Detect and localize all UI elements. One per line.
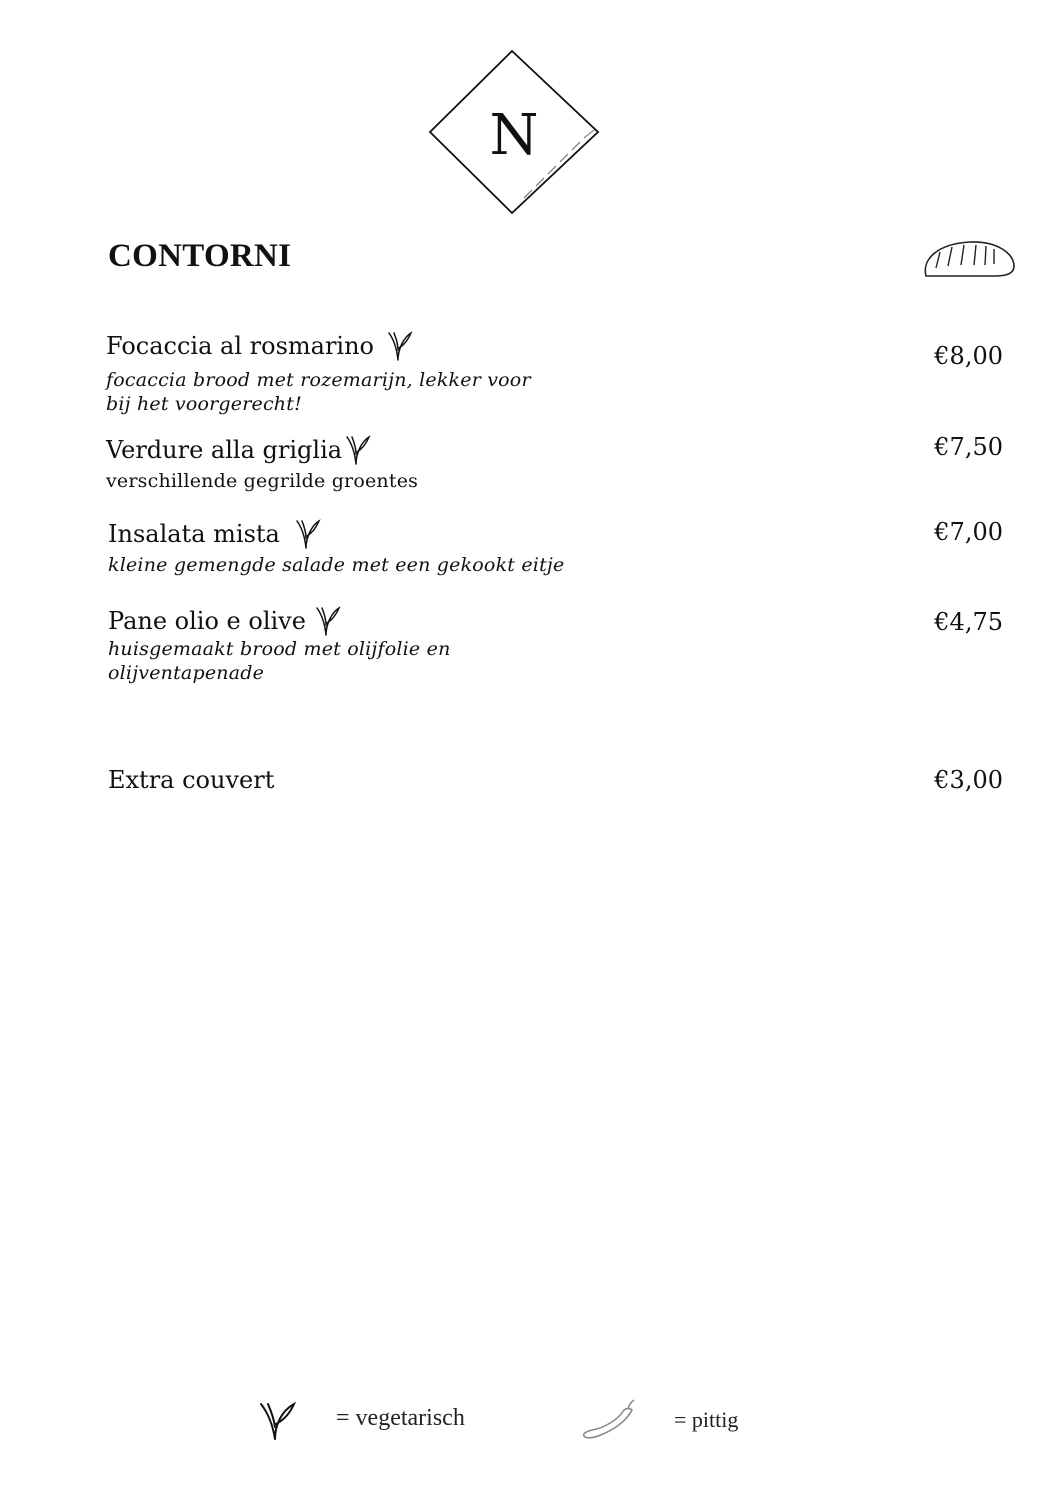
logo-letter: N bbox=[489, 103, 539, 168]
chili-icon bbox=[580, 1398, 642, 1442]
leaf-icon bbox=[294, 518, 322, 550]
menu-item-price: €4,75 bbox=[934, 608, 1003, 636]
section-title: CONTORNI bbox=[108, 238, 292, 274]
item-title: Pane olio e olive bbox=[108, 607, 306, 635]
description-line: verschillende gegrilde groentes bbox=[106, 470, 419, 492]
description-line: focaccia brood met rozemarijn, lekker voor bbox=[106, 369, 531, 391]
menu-item-name bbox=[106, 330, 414, 362]
leaf-icon bbox=[314, 605, 342, 637]
extra-item-price: €3,00 bbox=[934, 766, 1003, 794]
leaf-icon bbox=[258, 1400, 298, 1442]
item-title: Verdure alla griglia bbox=[106, 436, 343, 464]
menu-item-price: €8,00 bbox=[934, 342, 1003, 370]
menu-item-description bbox=[106, 368, 531, 416]
description-line: kleine gemengde salade met een gekookt eitje bbox=[108, 554, 565, 576]
legend-vegetarian-label: = vegetarisch bbox=[336, 1405, 465, 1431]
menu-item-description bbox=[106, 469, 418, 493]
menu-item-price: €7,00 bbox=[934, 518, 1003, 546]
description-line: huisgemaakt brood met olijfolie en bbox=[108, 638, 451, 660]
menu-item-name bbox=[108, 518, 322, 550]
legend-spicy-label: = pittig bbox=[674, 1407, 739, 1432]
menu-item-description bbox=[108, 637, 451, 685]
menu-item-description bbox=[108, 553, 564, 577]
item-title: Focaccia al rosmarino bbox=[106, 332, 375, 360]
leaf-icon bbox=[386, 330, 414, 362]
description-line: olijventapenade bbox=[108, 662, 265, 684]
bread-icon bbox=[922, 238, 1016, 282]
menu-item-name bbox=[108, 605, 342, 637]
logo bbox=[428, 48, 600, 216]
item-title: Insalata mista bbox=[108, 520, 280, 548]
description-line: bij het voorgerecht! bbox=[106, 393, 302, 415]
leaf-icon bbox=[344, 434, 372, 466]
extra-item-name: Extra couvert bbox=[108, 766, 275, 794]
menu-item-price: €7,50 bbox=[934, 433, 1003, 461]
menu-item-name bbox=[106, 434, 372, 466]
